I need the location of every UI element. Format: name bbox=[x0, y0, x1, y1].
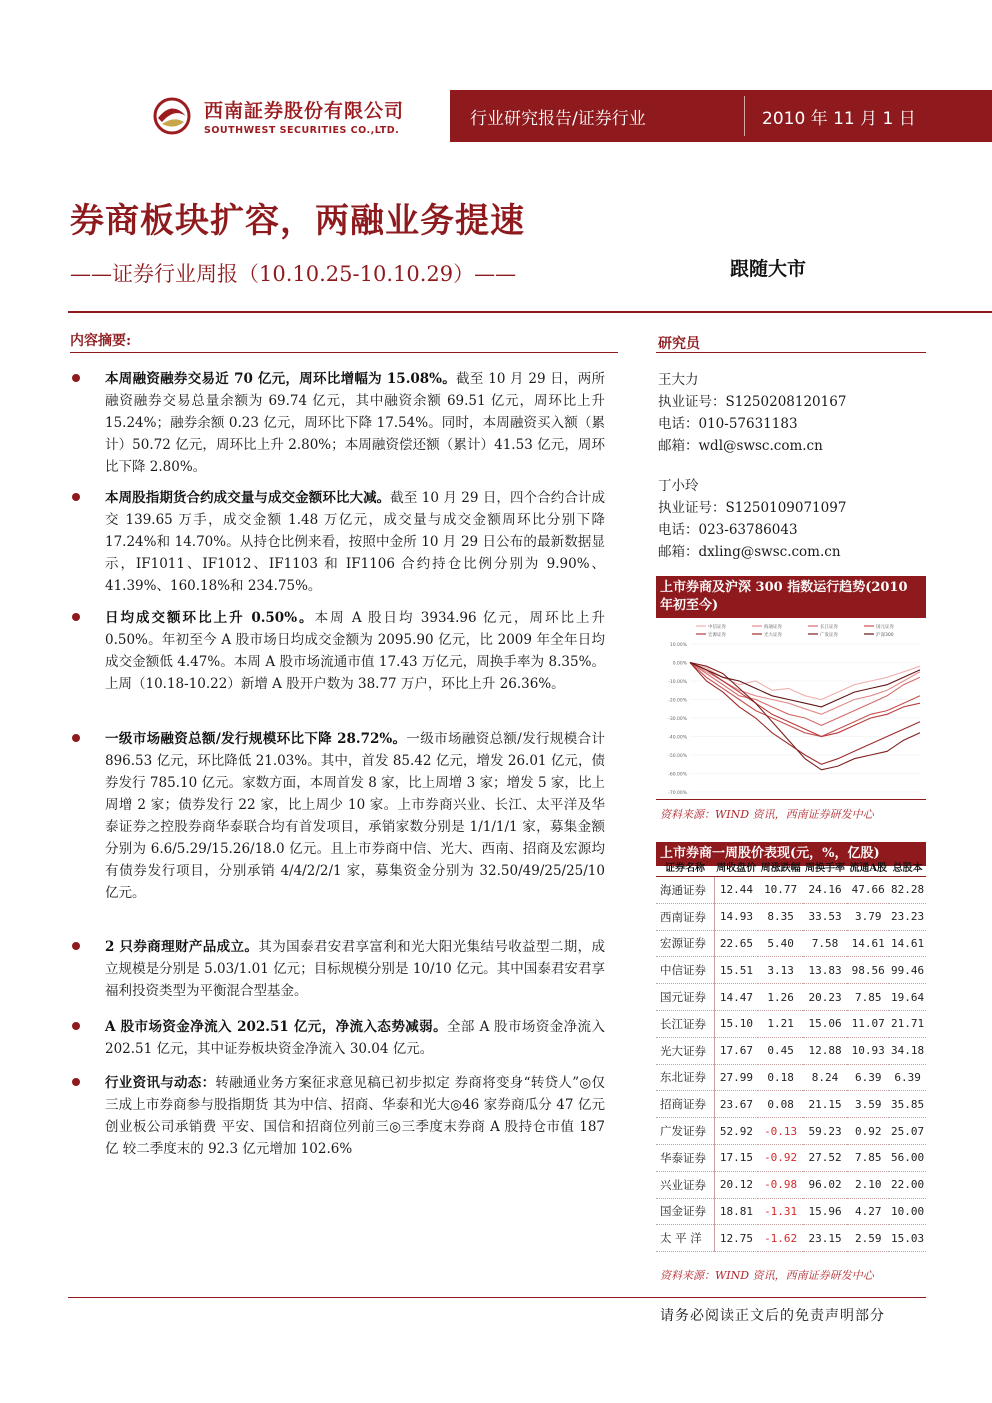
table-cell: 52.92 bbox=[714, 1118, 758, 1145]
analyst-email[interactable]: 邮箱：dxling@swsc.com.cn bbox=[658, 544, 841, 560]
table-row bbox=[656, 930, 926, 957]
legend-label: 国元证券 bbox=[876, 624, 894, 630]
table-cell: 8.24 bbox=[803, 1064, 847, 1091]
table-cell: 21.71 bbox=[889, 1010, 926, 1037]
bullet-lead: 行业资讯与动态： bbox=[105, 1075, 216, 1091]
analyst-email[interactable]: 邮箱：wdl@swsc.com.cn bbox=[658, 438, 823, 454]
table-cell: 13.83 bbox=[803, 957, 847, 984]
col-header: 证券名称 bbox=[656, 862, 714, 877]
table-cell: 7.85 bbox=[847, 1144, 889, 1171]
table-cell: 20.12 bbox=[714, 1171, 758, 1198]
table-cell: -0.92 bbox=[758, 1144, 802, 1171]
bullet-icon bbox=[72, 1022, 80, 1030]
legend-label: 中信证券 bbox=[708, 624, 726, 630]
table-row bbox=[656, 1171, 926, 1198]
table-cell: 14.61 bbox=[847, 930, 889, 957]
bullet-icon bbox=[72, 374, 80, 382]
legend-label: 沪深300 bbox=[876, 632, 894, 638]
analyst-phone: 电话：010-57631183 bbox=[658, 416, 798, 432]
report-subtitle: ——证券行业周报（10.10.25-10.10.29）—— bbox=[70, 262, 517, 286]
bullet-body: 截至 10 月 29 日，四个合约合计成交 139.65 万手，成交金额 1.48 万亿元，成交量与成交金额周环比分别下降 17.24%和 14.70%。从持仓比例来看，按照中金所 10 月 29 日公布的最新数据显示，IF1011、IF1012、IF1103 和 IF1106 合约持仓比例分别为 9.90%、41.39%、160.18%和 234.75%。 bbox=[105, 490, 605, 594]
col-header: 周换手率 bbox=[803, 862, 847, 877]
table-cell: 22.65 bbox=[714, 930, 758, 957]
table-cell: 17.67 bbox=[714, 1037, 758, 1064]
table-cell: 59.23 bbox=[803, 1118, 847, 1145]
table-row bbox=[656, 1064, 926, 1091]
table-cell: 15.10 bbox=[714, 1010, 758, 1037]
y-tick-label: 10.00% bbox=[669, 643, 687, 648]
table-cell: 22.00 bbox=[889, 1171, 926, 1198]
table-cell: 27.52 bbox=[803, 1144, 847, 1171]
table-cell: 17.15 bbox=[714, 1144, 758, 1171]
table-cell: 10.77 bbox=[758, 877, 802, 904]
table-header-row bbox=[656, 862, 926, 877]
analyst-name: 王大力 bbox=[658, 372, 699, 388]
table-cell: 23.67 bbox=[714, 1091, 758, 1118]
table-cell: 1.21 bbox=[758, 1010, 802, 1037]
table-cell: 7.58 bbox=[803, 930, 847, 957]
bullet-lead: 2 只券商理财产品成立。 bbox=[105, 939, 259, 955]
table-cell: 15.51 bbox=[714, 957, 758, 984]
table-cell: 3.13 bbox=[758, 957, 802, 984]
legend-label: 海通证券 bbox=[764, 624, 782, 630]
table-cell: 1.26 bbox=[758, 984, 802, 1011]
table-cell: 6.39 bbox=[847, 1064, 889, 1091]
trend-chart bbox=[656, 618, 926, 800]
bullet-icon bbox=[72, 613, 80, 621]
y-tick-label: 0.00% bbox=[672, 661, 687, 667]
table-cell: 20.23 bbox=[803, 984, 847, 1011]
table-cell: 96.02 bbox=[803, 1171, 847, 1198]
legend-label: 光大证券 bbox=[764, 632, 782, 638]
bullet-lead: 一级市场融资总额/发行规模环比下降 28.72%。 bbox=[105, 731, 407, 747]
bullet-icon bbox=[72, 734, 80, 742]
table-row bbox=[656, 1091, 926, 1118]
bullet-body: 转融通业务方案征求意见稿已初步拟定 券商将变身“转贷人”◎仅三成上市券商参与股指期货 其为中信、招商、华泰和光大◎46 家券商瓜分 47 亿元创业板公司承销费 平安、国信和招商位列前三◎三季度末券商 A 股持仓市值 187 亿 较二季度末的 92.3 亿元增加 102.6% bbox=[105, 1075, 605, 1157]
bullet-lead: 日均成交额环比上升 0.50%。 bbox=[105, 610, 315, 626]
table-row bbox=[656, 1010, 926, 1037]
table-cell: 0.18 bbox=[758, 1064, 802, 1091]
table-cell: 23.15 bbox=[803, 1225, 847, 1252]
stock-name-cell: 长江证券 bbox=[656, 1010, 714, 1037]
col-header: 周涨跌幅 bbox=[758, 862, 802, 877]
table-cell: -1.62 bbox=[758, 1225, 802, 1252]
table-cell: 11.07 bbox=[847, 1010, 889, 1037]
bullet-lead: A 股市场资金净流入 202.51 亿元，净流入态势减弱。 bbox=[105, 1019, 448, 1035]
table-cell: 12.44 bbox=[714, 877, 758, 904]
table-cell: 2.10 bbox=[847, 1171, 889, 1198]
table-cell: 10.93 bbox=[847, 1037, 889, 1064]
summary-heading: 内容摘要: bbox=[70, 333, 132, 349]
legend-label: 广发证券 bbox=[820, 632, 838, 638]
bullet-body: 截至 10 月 29 日，两所融资融券交易总量余额为 69.74 亿元，其中融资余额 69.51 亿元，周环比上升 15.24%；融券余额 0.23 亿元，周环比下降 17.54%。同时，本周融资买入额（累计）50.72 亿元，周环比上升 2.80%；本周融资偿还额（累计）41.53 亿元，周环比下降 2.80%。 bbox=[105, 371, 605, 475]
table-cell: 3.79 bbox=[847, 903, 889, 930]
disclaimer-note: 请务必阅读正文后的免责声明部分 bbox=[660, 1308, 885, 1324]
analyst-divider bbox=[656, 352, 926, 353]
stock-name-cell: 国元证券 bbox=[656, 984, 714, 1011]
y-tick-label: -10.00% bbox=[668, 680, 687, 685]
table-row bbox=[656, 1037, 926, 1064]
y-tick-label: -70.00% bbox=[668, 791, 687, 796]
bullet-body: 一级市场融资总额/发行规模合计 896.53 亿元，环比降低 21.03%。其中，首发 85.42 亿元，增发 26.01 亿元，债券发行 785.10 亿元。家数方面，本周首发 8 家，比上周增 3 家；增发 5 家，比上周增 2 家；债券发行 22 家，比上周少 10 家。上市券商兴业、长江、太平洋及华泰证券之控股券商华泰联合均有首发项目，承销家数分别是 1/1/1/1 家，募集金额分别为 6.6/5.29/15.26/18.0 亿元。且上市券商中信、光大、西南、招商及宏源均有债券发行项目，分别承销 4/4/2/2/1 家，募集资金分别为 32.50/49/25/25/10 亿元。 bbox=[105, 731, 605, 901]
table-cell: 35.85 bbox=[889, 1091, 926, 1118]
footer-divider bbox=[68, 1297, 926, 1298]
y-tick-label: -20.00% bbox=[668, 698, 687, 704]
bullet-icon bbox=[72, 493, 80, 501]
table-row bbox=[656, 877, 926, 904]
table-cell: 0.92 bbox=[847, 1118, 889, 1145]
table-cell: 14.47 bbox=[714, 984, 758, 1011]
analyst-heading: 研究员 bbox=[658, 336, 700, 352]
bullet-body: 本周 A 股日均 3934.96 亿元，周环比上升 0.50%。年初至今 A 股市场日均成交金额为 2095.90 亿元，比 2009 年全年日均成交金额低 4.47%。本周 A 股市场流通市值 17.43 万亿元，周换手率为 8.35%。上周（10.18-10.22）新增 A 股开户数为 38.77 万户，环比上升 26.36%。 bbox=[105, 610, 605, 692]
table-cell: 47.66 bbox=[847, 877, 889, 904]
table-cell: 10.00 bbox=[889, 1198, 926, 1225]
stock-name-cell: 海通证券 bbox=[656, 877, 714, 904]
table-source: 资料来源：WIND 资讯，西南证券研发中心 bbox=[660, 1269, 874, 1282]
table-cell: 2.59 bbox=[847, 1225, 889, 1252]
table-cell: 12.88 bbox=[803, 1037, 847, 1064]
analyst-cert: 执业证号：S1250109071097 bbox=[658, 500, 847, 516]
table-cell: -0.13 bbox=[758, 1118, 802, 1145]
col-header: 流通A股 bbox=[847, 862, 889, 877]
analyst-name: 丁小玲 bbox=[658, 478, 699, 494]
table-cell: 82.28 bbox=[889, 877, 926, 904]
company-name-cn: 西南証券股份有限公司 bbox=[204, 100, 405, 122]
table-row bbox=[656, 957, 926, 984]
stock-name-cell: 宏源证券 bbox=[656, 930, 714, 957]
table-box-title: 上市券商一周股价表现(元，%，亿股) bbox=[656, 842, 926, 866]
table-cell: 24.16 bbox=[803, 877, 847, 904]
bullet-lead: 本周融资融券交易近 70 亿元，周环比增幅为 15.08%。 bbox=[105, 371, 457, 387]
stock-table bbox=[656, 862, 926, 1252]
table-cell: 34.18 bbox=[889, 1037, 926, 1064]
col-header: 总股本 bbox=[889, 862, 926, 877]
table-cell: 21.15 bbox=[803, 1091, 847, 1118]
stock-name-cell: 兴业证券 bbox=[656, 1171, 714, 1198]
header-divider bbox=[744, 96, 745, 136]
table-cell: 3.59 bbox=[847, 1091, 889, 1118]
table-cell: 99.46 bbox=[889, 957, 926, 984]
table-cell: 56.00 bbox=[889, 1144, 926, 1171]
table-cell: 6.39 bbox=[889, 1064, 926, 1091]
report-category: 行业研究报告/证券行业 bbox=[470, 109, 646, 129]
legend-label: 宏源证券 bbox=[708, 632, 726, 638]
table-cell: -0.98 bbox=[758, 1171, 802, 1198]
summary-divider bbox=[70, 352, 618, 353]
table-cell: 15.03 bbox=[889, 1225, 926, 1252]
table-cell: 5.40 bbox=[758, 930, 802, 957]
table-cell: 0.08 bbox=[758, 1091, 802, 1118]
bullet-body: 其为国泰君安君享富利和光大阳光集结号收益型二期，成立规模是分别是 5.03/1.01 亿元；目标规模分别是 10/10 亿元。其中国泰君安君享福利投资类型为平衡混合型基金。 bbox=[105, 939, 606, 999]
table-cell: 15.96 bbox=[803, 1198, 847, 1225]
report-title: 券商板块扩容，两融业务提速 bbox=[70, 201, 525, 241]
col-header: 周收盘价 bbox=[714, 862, 758, 877]
stock-name-cell: 光大证券 bbox=[656, 1037, 714, 1064]
stock-name-cell: 国金证券 bbox=[656, 1198, 714, 1225]
chart-box-title: 上市券商及沪深 300 指数运行趋势(2010 年初至今) bbox=[656, 576, 926, 618]
stock-name-cell: 华泰证券 bbox=[656, 1144, 714, 1171]
table-cell: 18.81 bbox=[714, 1198, 758, 1225]
table-cell: 0.45 bbox=[758, 1037, 802, 1064]
table-cell: 12.75 bbox=[714, 1225, 758, 1252]
swsc-logo-icon bbox=[148, 96, 196, 136]
table-cell: 19.64 bbox=[889, 984, 926, 1011]
stock-name-cell: 东北证券 bbox=[656, 1064, 714, 1091]
table-cell: 8.35 bbox=[758, 903, 802, 930]
table-cell: 4.27 bbox=[847, 1198, 889, 1225]
stock-name-cell: 招商证券 bbox=[656, 1091, 714, 1118]
y-tick-label: -30.00% bbox=[668, 717, 687, 722]
table-cell: 14.93 bbox=[714, 903, 758, 930]
table-cell: 7.85 bbox=[847, 984, 889, 1011]
analyst-cert: 执业证号：S1250208120167 bbox=[658, 394, 847, 410]
table-row bbox=[656, 1118, 926, 1145]
stock-name-cell: 西南证券 bbox=[656, 903, 714, 930]
company-logo bbox=[68, 90, 448, 142]
series-line bbox=[690, 663, 920, 707]
rating: 跟随大市 bbox=[730, 258, 807, 280]
chart-source: 资料来源：WIND 资讯，西南证券研发中心 bbox=[660, 808, 874, 821]
bullet-icon bbox=[72, 942, 80, 950]
table-cell: 23.23 bbox=[889, 903, 926, 930]
series-line bbox=[690, 663, 920, 715]
table-cell: 15.06 bbox=[803, 1010, 847, 1037]
table-cell: 14.61 bbox=[889, 930, 926, 957]
stock-name-cell: 太 平 洋 bbox=[656, 1225, 714, 1252]
title-divider bbox=[68, 311, 992, 313]
table-cell: 25.07 bbox=[889, 1118, 926, 1145]
bullet-icon bbox=[72, 1078, 80, 1086]
y-tick-label: -50.00% bbox=[668, 754, 687, 759]
company-name-en: SOUTHWEST SECURITIES CO.,LTD. bbox=[204, 125, 400, 136]
table-cell: -1.31 bbox=[758, 1198, 802, 1225]
stock-name-cell: 广发证券 bbox=[656, 1118, 714, 1145]
table-cell: 33.53 bbox=[803, 903, 847, 930]
table-row bbox=[656, 1225, 926, 1252]
trend-chart-svg bbox=[656, 618, 926, 800]
legend-label: 长江证券 bbox=[820, 624, 838, 630]
y-tick-label: -40.00% bbox=[668, 735, 687, 741]
stock-name-cell: 中信证券 bbox=[656, 957, 714, 984]
table-cell: 98.56 bbox=[847, 957, 889, 984]
table-row bbox=[656, 1198, 926, 1225]
report-date: 2010 年 11 月 1 日 bbox=[762, 109, 916, 129]
table-row bbox=[656, 903, 926, 930]
analyst-phone: 电话：023-63786043 bbox=[658, 522, 798, 538]
y-tick-label: -60.00% bbox=[668, 772, 687, 778]
table-row bbox=[656, 1144, 926, 1171]
bullet-lead: 本周股指期货合约成交量与成交金额环比大减。 bbox=[105, 490, 391, 506]
table-row bbox=[656, 984, 926, 1011]
bullet-body: 全部 A 股市场资金净流入 202.51 亿元，其中证券板块资金净流入 30.04 亿元。 bbox=[105, 1019, 605, 1057]
table-cell: 27.99 bbox=[714, 1064, 758, 1091]
